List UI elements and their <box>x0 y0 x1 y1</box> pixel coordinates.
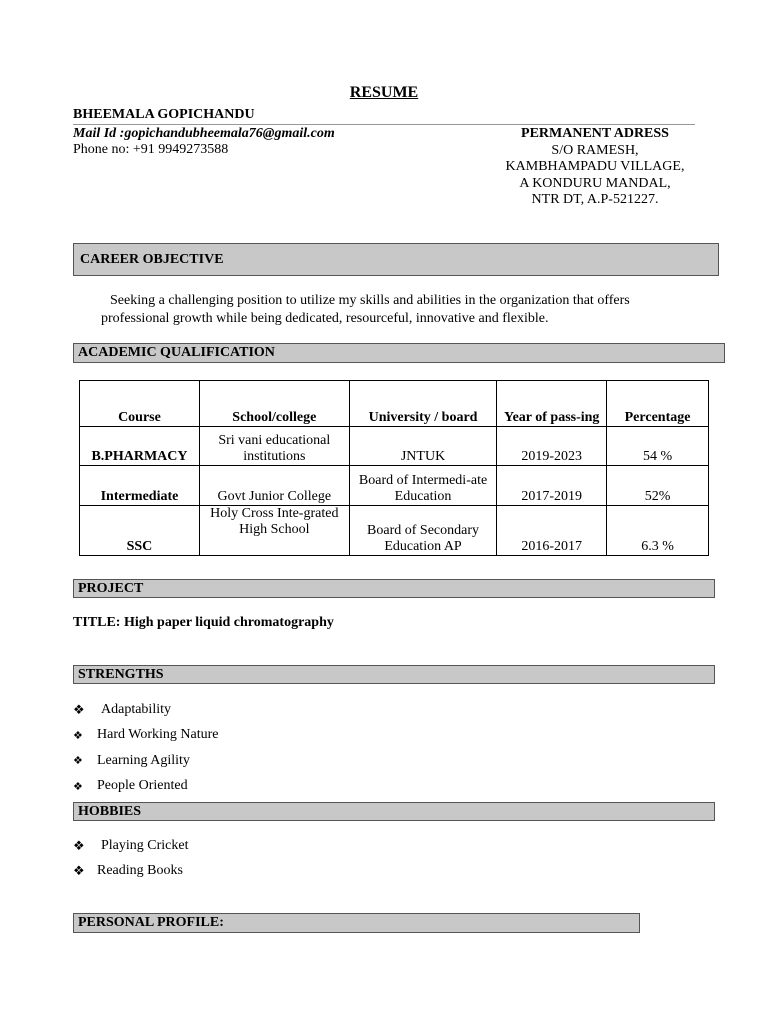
school-cell: Sri vani educational institutions <box>199 427 349 466</box>
candidate-name: BHEEMALA GOPICHANDU <box>73 107 255 122</box>
hobby-label: Playing Cricket <box>101 837 189 853</box>
section-strengths: STRENGTHS <box>73 665 715 684</box>
year-cell: 2019-2023 <box>497 427 607 466</box>
diamond-bullet-icon: ❖ <box>73 863 85 879</box>
address-heading: PERMANENT ADRESS <box>521 126 669 141</box>
column-header: Percentage <box>607 381 709 427</box>
career-objective-text: Seeking a challenging position to utilize my skills and abilities in the organization that offers professional growth while being dedicated, resourceful, innovative and flexible. <box>101 293 630 326</box>
percentage-cell: 6.3 % <box>607 506 709 556</box>
board-cell: JNTUK <box>349 427 497 466</box>
strength-label: Adaptability <box>101 701 171 717</box>
address-line: S/O RAMESH, <box>551 142 639 158</box>
project-title: TITLE: High paper liquid chromatography <box>73 615 334 630</box>
course-cell: Intermediate <box>80 466 200 506</box>
strength-label: Learning Agility <box>97 752 190 768</box>
column-header: Year of pass-ing <box>497 381 607 427</box>
list-item <box>73 697 218 723</box>
course-cell: B.PHARMACY <box>80 427 200 466</box>
percentage-cell: 52% <box>607 466 709 506</box>
permanent-address <box>475 126 715 209</box>
diamond-bullet-icon: ❖ <box>73 780 83 793</box>
board-cell: Board of Secondary Education AP <box>349 506 497 556</box>
table-row <box>80 506 709 556</box>
table-header-row <box>80 381 709 427</box>
school-cell: Holy Cross Inte-grated High School <box>199 506 349 556</box>
board-cell: Board of Intermedi-ate Education <box>349 466 497 506</box>
table-row <box>80 466 709 506</box>
resume-title: RESUME <box>349 84 419 101</box>
school-cell: Govt Junior College <box>199 466 349 506</box>
strength-label: Hard Working Nature <box>97 727 219 743</box>
address-line: A KONDURU MANDAL, <box>519 175 671 191</box>
percentage-cell: 54 % <box>607 427 709 466</box>
section-project: PROJECT <box>73 579 715 598</box>
column-header: School/college <box>199 381 349 427</box>
column-header: University / board <box>349 381 497 427</box>
diamond-bullet-icon: ❖ <box>73 729 83 742</box>
address-line: KAMBHAMPADU VILLAGE, <box>505 159 685 174</box>
header-divider <box>73 124 695 125</box>
column-header: Course <box>80 381 200 427</box>
list-item <box>73 723 218 749</box>
course-cell: SSC <box>80 506 200 556</box>
section-career-objective: CAREER OBJECTIVE <box>73 243 719 276</box>
list-item <box>73 859 189 885</box>
section-hobbies: HOBBIES <box>73 802 715 821</box>
mail-id: Mail Id :gopichandubheemala76@gmail.com <box>73 126 335 141</box>
diamond-bullet-icon: ❖ <box>73 701 85 717</box>
strengths-list <box>73 697 218 799</box>
table-row <box>80 427 709 466</box>
hobbies-list <box>73 833 189 884</box>
list-item <box>73 748 218 774</box>
phone-number: Phone no: +91 9949273588 <box>73 142 229 157</box>
address-line: NTR DT, A.P-521227. <box>531 192 659 207</box>
year-cell: 2017-2019 <box>497 466 607 506</box>
section-academic-qualification: ACADEMIC QUALIFICATION <box>73 343 725 363</box>
diamond-bullet-icon: ❖ <box>73 755 83 768</box>
list-item <box>73 774 218 800</box>
diamond-bullet-icon: ❖ <box>73 837 85 853</box>
hobby-label: Reading Books <box>97 863 183 879</box>
section-personal-profile: PERSONAL PROFILE: <box>73 913 640 933</box>
list-item <box>73 833 189 859</box>
year-cell: 2016-2017 <box>497 506 607 556</box>
academic-table <box>79 380 709 556</box>
strength-label: People Oriented <box>97 778 188 794</box>
